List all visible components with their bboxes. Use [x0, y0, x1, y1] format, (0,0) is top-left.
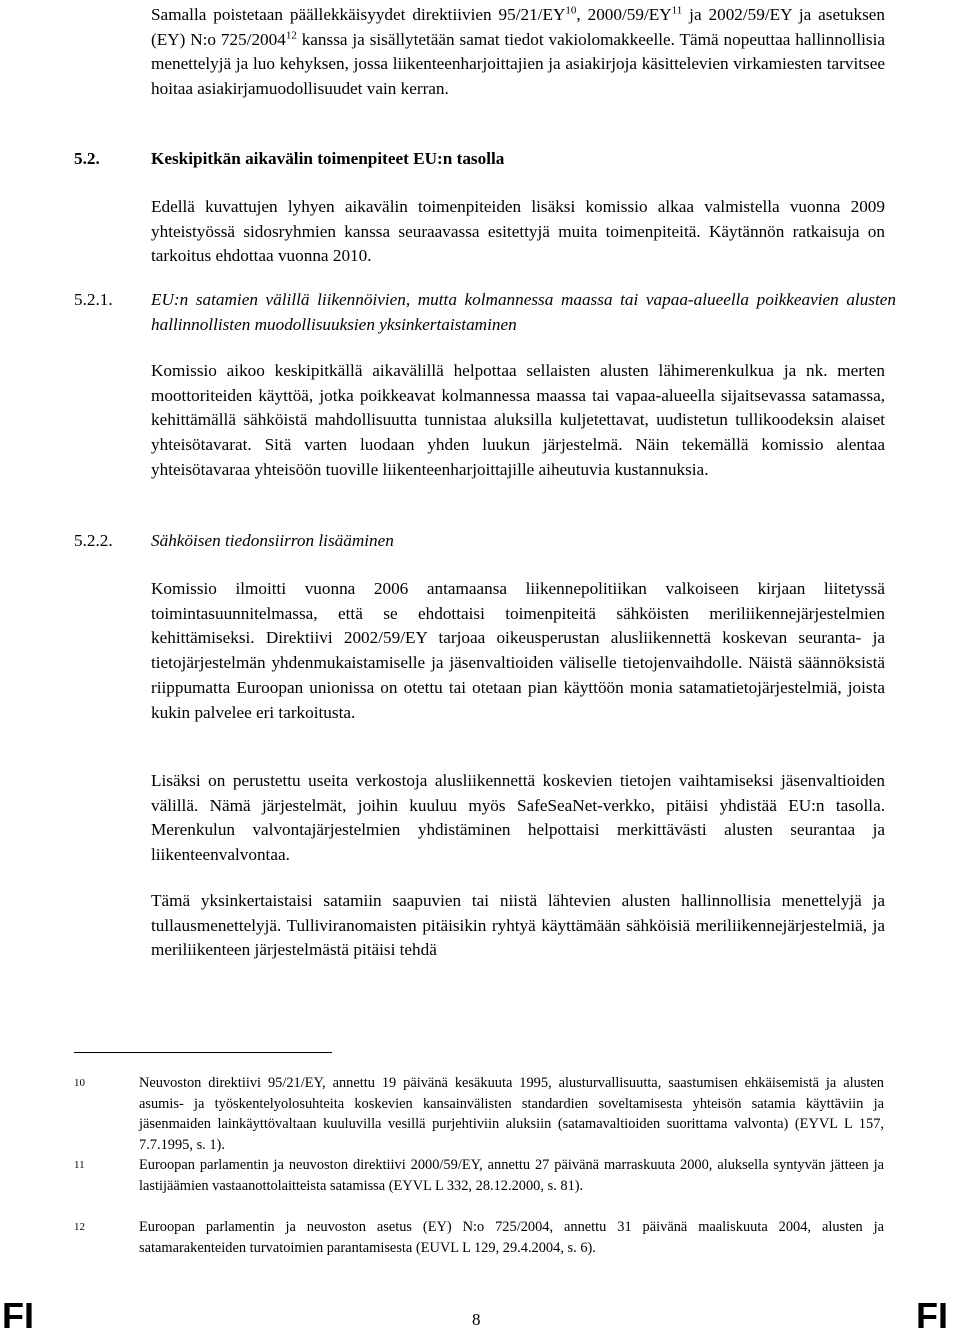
footnote-number: 12: [74, 1221, 85, 1233]
section-5-2-2-paragraph-2: Lisäksi on perustettu useita verkostoja alusliikennettä koskevien tietojen vaihtamiseksi jäsenvaltioiden välillä. Nämä järjestelmät, joihin kuuluu myös SafeSeaNet-verkko, pitäisi yhdistää EU:n tasolla. Merenkulun valvontajärjestelmien yhdistäminen helpottaisi merkittävästi alusten seurantaa ja liikenteenvalvontaa.: [151, 771, 885, 865]
section-5-2-title: Keskipitkän aikavälin toimenpiteet EU:n tasolla: [151, 149, 505, 168]
section-5-2-2-number: 5.2.2.: [74, 531, 113, 550]
section-5-2-1-title: EU:n satamien välillä liikennöivien, mutta kolmannessa maassa tai vapaa-alueella poikkeavien alusten hallinnollisten muodollisuuksien yksinkertaistaminen: [151, 290, 896, 334]
intro-paragraph: [151, 3, 885, 102]
footer-language-left: FI: [2, 1295, 34, 1336]
section-5-2-number: 5.2.: [74, 149, 100, 168]
section-5-2-2-title: Sähköisen tiedonsiirron lisääminen: [151, 531, 394, 550]
page-number: 8: [472, 1310, 481, 1329]
footnote-separator: [74, 1052, 332, 1053]
footer-language-right: FI: [916, 1295, 948, 1336]
section-5-2-1-number: 5.2.1.: [74, 290, 113, 309]
section-5-2-2-paragraph-3: Tämä yksinkertaistaisi satamiin saapuvien tai niistä lähtevien alusten hallinnollisia menettelyjä ja tullausmenettelyjä. Tulliviranomaisten pitäisikin ryhtyä käyttämään sähköisiä meriliikennejärjestelmiä, ja meriliikenteen järjestelmästä pitäisi tehdä: [151, 891, 885, 960]
section-5-2-1-paragraph: Komissio aikoo keskipitkällä aikavälillä helpottaa sellaisten alusten lähimerenkulkua ja nk. merten moottoriteiden käyttöä, jotka poikkeavat kolmannessa maassa tai vapaa-alueella sijaitsevassa satamassa, kehittämällä sähköistä mahdollisuutta tunnistaa aluksilla kuljetettavat, uudistetun tullikoodeksin alaiset yhteisötavarat. Sitä varten luodaan yhden luukun järjestelmä. Näin tekemällä komissio alentaa yhteisötavaraa yhteisöön tuoville liikenteenharjoittajille aiheutuvia kustannuksia.: [151, 361, 885, 479]
intro-text-4: kanssa ja sisällytetään samat tiedot vakiolomakkeelle. Tämä nopeuttaa hallinnollisia menettelyjä ja luo kehyksen, jossa liikenteenharjoittajien ja asiakirjoja käsittelevien virkamiesten tarvitsee hoitaa asiakirjamuodollisuudet vain kerran.: [151, 29, 885, 99]
footnote-ref-12[interactable]: 12: [285, 28, 297, 41]
section-5-2-2-paragraph-1: Komissio ilmoitti vuonna 2006 antamaansa liikennepolitiikan valkoiseen kirjaan liitetyssä toimintasuunnitelmassa, että se ehdottaisi toimenpiteitä sähköisten meriliikennejärjestelmien kehittämiseksi. Direktiivi 2002/59/EY tarjoaa oikeusperustan alusliikennettä koskevan seuranta- ja tietojärjestelmän yhdenmukaistamiselle ja jäsenvaltioiden väliselle tietojenvaihdolle. Näistä säännöksistä riippumatta Euroopan unionissa on otettu tai otetaan pian käyttöön monia satamatietojärjestelmiä, joista kukin palvelee eri tarkoitusta.: [151, 579, 885, 722]
footnote-number: 10: [74, 1077, 85, 1089]
footnote-number: 11: [74, 1159, 85, 1171]
intro-text-1: Samalla poistetaan päällekkäisyydet direktiivien 95/21/EY: [151, 5, 566, 24]
intro-text-3: ja 2002/59/EY ja asetuksen (EY) N:o 725/2004: [151, 5, 885, 49]
section-5-2-paragraph: Edellä kuvattujen lyhyen aikavälin toimenpiteiden lisäksi komissio alkaa valmistella vuonna 2009 yhteistyössä sidosryhmien kanssa seuraavassa esitettyjä muita toimenpiteitä. Käytännön ratkaisuja on tarkoitus ehdottaa vuonna 2010.: [151, 197, 885, 266]
footnote-ref-10[interactable]: 10: [565, 4, 577, 17]
footnote-text: Neuvoston direktiivi 95/21/EY, annettu 19 päivänä kesäkuuta 1995, alusturvallisuutta, saastumisen ehkäisemistä ja alusten asumis- ja työskentelyolosuhteita koskevien kansainvälisten standardien soveltamisesta yhteisön satamia käyttäviin ja jäsenmaiden lainkäyttövaltaan kuuluvilla vesillä purjehtiviin aluksiin (satamavaltioiden suorittama valvonta) (EYVL L 157, 7.7.1995, s. 1).: [139, 1075, 884, 1153]
intro-text-2: , 2000/59/EY: [576, 5, 672, 24]
footnote-ref-11[interactable]: 11: [671, 4, 683, 17]
footnote-text: Euroopan parlamentin ja neuvoston direktiivi 2000/59/EY, annettu 27 päivänä marraskuuta 2000, aluksella syntyvän jätteen ja lastijäämien vastaanottolaitteista satamissa (EYVL L 332, 28.12.2000, s. 81).: [139, 1157, 884, 1194]
footnote-text: Euroopan parlamentin ja neuvoston asetus (EY) N:o 725/2004, annettu 31 päivänä maaliskuuta 2004, alusten ja satamarakenteiden turvatoimien parantamisesta (EUVL L 129, 29.4.2004, s. 6).: [139, 1219, 884, 1256]
